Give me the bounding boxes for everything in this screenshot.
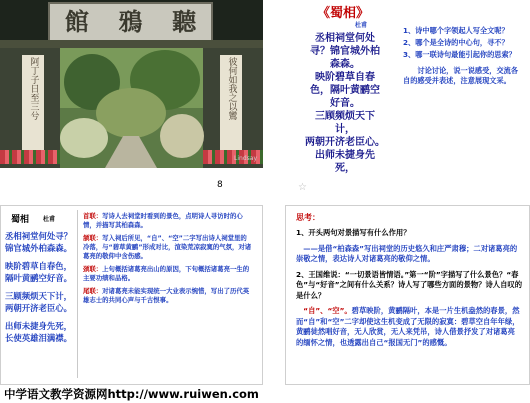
note-text: 上句概括诸葛亮出山的原因，下句概括诸葛亮一生的主要功绩和品格。 <box>83 265 250 282</box>
stone-path <box>105 136 157 168</box>
poem-couplet: 丞相祠堂何处寻？锦官城外柏森森。 <box>5 231 72 253</box>
answer-2 <box>296 306 522 348</box>
garden-doorway <box>60 48 203 168</box>
question-1: 1、开头两句对景描写有什么作用？ <box>296 228 411 237</box>
tree <box>60 118 108 158</box>
analysis-notes <box>83 212 253 309</box>
question: 1、诗中哪个字领起人写全文呢？ <box>403 26 509 35</box>
slide-title: 《蜀相》 <box>317 6 370 21</box>
note-key: 首联： <box>83 212 103 220</box>
author: 杜甫 <box>43 216 56 223</box>
note-item <box>83 265 253 283</box>
eave <box>0 40 263 48</box>
answer-1: ——是借“柏森森”写出祠堂的历史悠久和庄严肃穆；二对诸葛亮的崇敬之情，表达诗人对诸葛亮的敬仰之情。 <box>296 243 518 263</box>
note-item <box>83 287 253 305</box>
poem-line: 好音。 <box>330 98 360 109</box>
photo-watermark: Lindsay <box>234 155 257 162</box>
poem-line: 寻？锦官城外柏 <box>310 46 380 57</box>
question: 2、哪个是全诗的中心句，寻不？ <box>403 38 509 47</box>
discussion-hint: 讨论讨论，说一说感受，交流各自的感受并表述，注意展现文采。 <box>403 66 519 85</box>
tree <box>160 114 204 158</box>
question-2: 2、王国维说：“一切景语皆情语。”第一“阶”字描写了什么景色？“春色”与“好音”之间有什么关系？诗人写了哪些方面的景物？诗人自叹的是什么？ <box>296 269 522 300</box>
slide-thumbnail-photo[interactable] <box>0 0 263 168</box>
slide-title: 蜀相 <box>11 215 30 225</box>
poem-line: 丞相祠堂何处 <box>315 33 375 44</box>
plaque-char: 聽 <box>172 7 197 36</box>
note-key: 颔联： <box>83 234 103 242</box>
page-mark: ☆ <box>298 182 307 193</box>
question-answer-body <box>296 228 522 353</box>
note-text: 写诗人去祠堂时看到的景色，点明诗人寻访时的心情，并描写其柏森森。 <box>83 212 243 229</box>
page-number: 8 <box>217 180 223 190</box>
couplet-left <box>22 55 44 155</box>
slide-thumbnail-poem[interactable] <box>285 0 530 180</box>
flower-bed-left <box>0 150 60 164</box>
poem-line: 映阶碧草自春 <box>315 72 375 83</box>
poem-line: 色，隔叶黄鹂空 <box>310 85 380 96</box>
couplet-text: 彼何如我之以鸞 <box>226 57 237 120</box>
slide-thumbnail-analysis[interactable] <box>0 205 263 385</box>
slide-thumbnail-questions[interactable] <box>285 205 530 385</box>
poem-couplet: 出师未捷身先死，长使英雄泪满襟。 <box>5 321 72 343</box>
poem-couplet: 三顾频烦天下计，两朝开济老臣心。 <box>5 291 72 313</box>
poem-line: 计， <box>335 124 355 135</box>
note-key: 颈联： <box>83 265 103 273</box>
note-key: 尾联： <box>83 287 103 295</box>
question: 3、哪一联诗句最能引起你的思索？ <box>403 50 516 59</box>
author: 杜甫 <box>355 22 368 29</box>
site-footer-link[interactable]: 中学语文教学资源网http://www.ruiwen.com <box>4 387 259 401</box>
poem-line: 出师未捷身先 <box>315 150 375 161</box>
poem-line: 死， <box>335 163 355 174</box>
poem-line: 两朝开济老臣心。 <box>305 137 385 148</box>
note-text: 对诸葛亮未能实现统一大业表示惋惜，写出了历代英雄志士的共同心声与千古恨事。 <box>83 287 250 304</box>
question-list <box>403 26 525 88</box>
poem-text <box>5 230 73 350</box>
poem-line: 三顾频烦天下 <box>315 111 375 122</box>
couplet-right <box>220 55 242 155</box>
poem-line: 森森。 <box>330 59 360 70</box>
note-item <box>83 234 253 261</box>
note-item <box>83 212 253 230</box>
note-text: 写入祠后所见，“自”、“空”二字写出诗人祠堂里的冷落，与“碧草黄鹂”形成对比，渲染荒凉寂寞的气氛，对诸葛亮的敬仰中含伤感。 <box>83 234 252 260</box>
poem-couplet: 映阶碧草自春色，隔叶黄鹂空好音。 <box>5 261 72 283</box>
plaque-char: 館 <box>64 7 89 36</box>
answer-2-keywords: “自”、“空”。 <box>303 306 352 315</box>
couplet-text: 阿丁子日至三兮 <box>28 57 39 120</box>
answer-2-text: 碧草映阶，黄鹂隔叶，本是一片生机盎然的春景，然而“自”和“空”二字却使这生机变成了无限的寂寞：碧草空自年年绿，黄鹂徒然唱好音，无人欣赏，无人来凭吊，诗人借景抒发了对诸葛亮的缅怀之情，也透露出自己“报国无门”的感慨。 <box>296 306 520 347</box>
heading: 思考： <box>296 213 320 222</box>
poem-text <box>295 32 395 175</box>
name-plaque <box>48 2 213 42</box>
column-divider <box>77 210 78 378</box>
plaque-char: 鴉 <box>118 7 143 36</box>
